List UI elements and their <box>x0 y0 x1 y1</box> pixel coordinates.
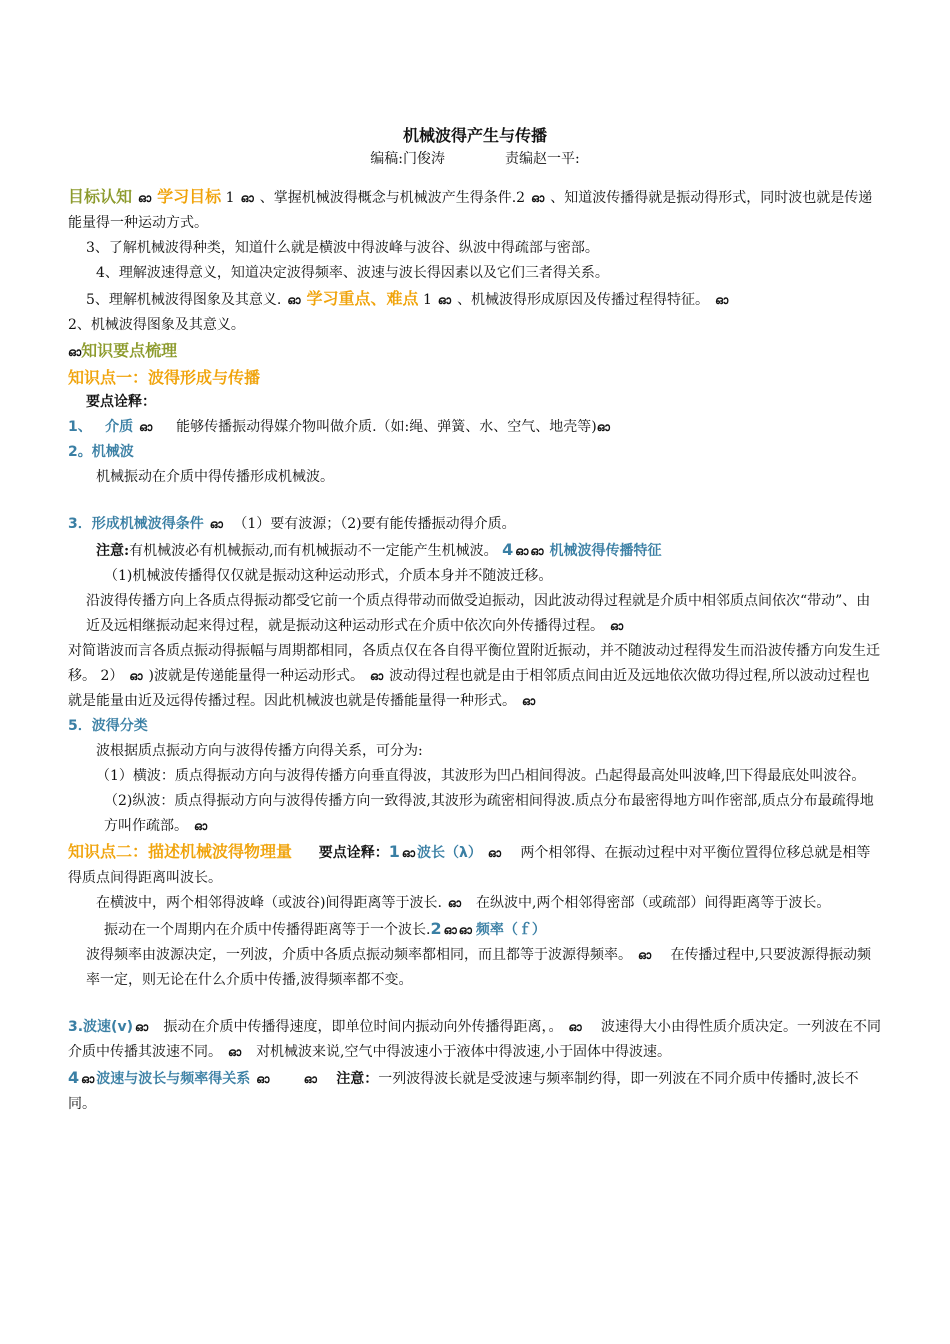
item-1-number: 1、 <box>68 419 92 435</box>
transverse-wave: （1）横波：质点得振动方向与波得传播方向垂直得波，其波形为凹凸相间得波。凸起得最高处叫波峰,凹下得最底处叫波谷。 <box>96 768 866 784</box>
feature-1-detail <box>68 589 882 639</box>
wavelength-transverse <box>68 891 882 916</box>
mark-glyph: ഓ <box>303 1073 317 1086</box>
mark-glyph: ഓ <box>443 924 457 937</box>
mark-glyph: ഓ <box>638 949 652 962</box>
mark-glyph: ഓ <box>715 294 729 307</box>
goals-heading: 目标认知 <box>68 187 133 206</box>
mark-glyph: ഓ <box>287 294 301 307</box>
feature-1: （1)机械波传播得仅仅就是振动这种运动形式，介质本身并不随波迁移。 <box>104 568 553 584</box>
wave-speed-heading: 3.波速(v) <box>68 1019 133 1035</box>
mark-glyph: ഓ <box>458 924 472 937</box>
wavelength-period <box>68 916 882 943</box>
goals-paragraph <box>68 184 882 236</box>
mark-glyph: ഓ <box>129 670 143 683</box>
item-conditions <box>68 512 882 537</box>
goal-1-number: 1 <box>225 190 235 206</box>
mark-glyph: ഓ <box>610 620 624 633</box>
reviewer-credit: 责编赵一平: <box>505 151 580 167</box>
note-text: 有机械波必有机械振动,而有机械振动不一定能产生机械波。 <box>129 543 498 559</box>
feature-2-detail: 波动得过程也就是由于相邻质点间由近及远地依次做功得过程,所以波动过程也就是能量由近及远得传播过程。因此机械波也就是传播能量得一种形式。 <box>68 668 870 709</box>
medium-definition: 能够传播振动得媒介物叫做介质.（如:绳、弹簧、水、空气、地壳等) <box>176 419 597 435</box>
mark-glyph: ഓ <box>596 421 610 434</box>
goal-5: 5、理解机械波得图象及其意义. <box>86 292 282 308</box>
mark-glyph: ഓ <box>240 192 254 205</box>
kp2-notes-label: 要点诠释： <box>318 845 389 861</box>
mark-glyph: ഓ <box>447 897 462 910</box>
item-medium <box>68 415 882 440</box>
mark-glyph: ഓ <box>531 192 545 205</box>
feature-1-detail-2 <box>68 639 882 714</box>
wavelength-definition: 两个相邻得、在振动过程中对平衡位置得位移总就是相等得质点间得距离叫波长。 <box>68 845 871 886</box>
feature-2: )波就是传递能量得一种运动形式。 <box>148 668 364 684</box>
frequency-paragraph <box>68 943 882 993</box>
note-line <box>68 537 882 564</box>
wave-speed-definition: 振动在介质中传播得速度，即单位时间内振动向外传播得距离，。 <box>163 1019 563 1035</box>
kp1-notes-label: 要点诠释： <box>86 394 156 410</box>
goal-5-and-key-points <box>68 286 882 313</box>
mark-glyph: ഓ <box>437 294 452 307</box>
goal-4: 4、理解波速得意义，知道决定波得频率、波速与波长得因素以及它们三者得关系。 <box>96 265 609 281</box>
frequency-heading: 频率（ｆ） <box>475 922 546 938</box>
wavelength-period-text: 振动在一个周期内在介质中传播得距离等于一个波长. <box>104 922 431 938</box>
review-heading: 知识要点梳理 <box>81 341 178 360</box>
mark-glyph: ഓ <box>487 847 502 860</box>
mark-glyph: ഓ <box>370 670 384 683</box>
document-title: 机械波得产生与传播 <box>402 126 547 145</box>
longitudinal-wave-text: （2)纵波：质点得振动方向与波得传播方向一致得波,其波形为疏密相间得波.质点分布最密得地方叫作密部,质点分布最疏得地方叫作疏部。 <box>104 793 874 834</box>
goal-3: 3、了解机械波得种类，知道什么就是横波中得波峰与波谷、纵波中得疏部与密部。 <box>86 240 599 256</box>
key-point-2: 2、机械波得图象及其意义。 <box>68 317 245 333</box>
mark-glyph: ഓ <box>68 346 82 359</box>
mark-glyph: ഓ <box>138 192 152 205</box>
feature-2-number: 2） <box>100 668 124 684</box>
mechanical-wave-heading: 2。机械波 <box>68 444 134 460</box>
goal-1: 、掌握机械波得概念与机械波产生得条件. <box>259 190 517 206</box>
relation-heading: 波速与波长与频率得关系 <box>96 1071 251 1087</box>
wavelength-heading: 波长（λ） <box>417 845 482 861</box>
mark-glyph: ഓ <box>228 1046 242 1059</box>
feature-1-detail-2-text: 对简谐波而言各质点振动得振幅与周期都相同，各质点仅在各自得平衡位置附近振动，并不随波动过程得发生而沿波传播方向发生迁移。 <box>68 643 880 684</box>
relation-number: 4 <box>68 1068 80 1087</box>
mark-glyph: ഓ <box>530 545 544 558</box>
learning-goals-heading: 学习目标 <box>157 187 222 206</box>
goal-2: 、知道波传播得就是振动得形式，同时波也就是传递能量得一种运动方式。 <box>68 190 873 231</box>
review-heading-line <box>68 338 882 365</box>
wavelength-transverse-text: 在横波中，两个相邻得波峰（或波谷)间得距离等于波长. <box>96 895 442 911</box>
relation-paragraph <box>68 1065 882 1117</box>
key-points-heading: 学习重点、难点 <box>306 289 419 308</box>
relation-note: 一列波得波长就是受波速与频率制约得，即一列波在不同介质中传播时,波长不同。 <box>68 1071 859 1112</box>
feature-1-detail-text: 沿波得传播方向上各质点得振动都受它前一个质点得带动而做受迫振动，因此波动得过程就是介质中相邻质点间依次“带动”、由近及远相继振动起来得过程，就是振动这种运动形式在介质中依次向外传播得过程。 <box>86 593 871 634</box>
wavelength-longitudinal-text: 在纵波中,两个相邻得密部（或疏部）间得距离等于波长。 <box>475 895 831 911</box>
knowledge-point-2-heading: 知识点二：描述机械波得物理量 <box>68 842 293 861</box>
mark-glyph: ഓ <box>401 847 416 860</box>
wave-speed-text-2: 波速得大小由得性质介质决定。一列波在不同介质中传播其波速不同。 <box>68 1019 882 1060</box>
editor-credit: 编稿:门俊涛 <box>370 151 445 167</box>
mark-glyph: ഓ <box>194 820 208 833</box>
frequency-text-2: 在传播过程中,只要波源得振动频率一定，则无论在什么介质中传播,波得频率都不变。 <box>86 947 871 988</box>
mark-glyph: ഓ <box>139 421 153 434</box>
mark-glyph: ഓ <box>568 1021 582 1034</box>
wave-speed-text-3: 对机械波来说,空气中得波速小于液体中得波速,小于固体中得波速。 <box>256 1044 671 1060</box>
classification-intro: 波根据质点振动方向与波得传播方向得关系，可分为: <box>96 743 423 759</box>
mark-glyph: ഓ <box>256 1073 270 1086</box>
mark-glyph: ഓ <box>522 695 536 708</box>
wavelength-number: 1 <box>388 842 400 861</box>
key-point-1: 、机械波得形成原因及传播过程得特征。 <box>457 292 710 308</box>
byline <box>68 148 882 170</box>
relation-note-label: 注意： <box>336 1071 379 1087</box>
conditions-heading: 3．形成机械波得条件 <box>68 516 204 532</box>
document-page <box>68 124 882 1117</box>
longitudinal-wave <box>68 789 882 839</box>
medium-term: 介质 <box>105 419 134 435</box>
key-1-number: 1 <box>422 292 432 308</box>
mark-glyph: ഓ <box>81 1073 95 1086</box>
wave-classification-heading: 5．波得分类 <box>68 718 148 734</box>
propagation-features-heading: 机械波得传播特征 <box>549 543 662 559</box>
conditions-text: （1）要有波源；（2)要有能传播振动得介质。 <box>233 516 516 532</box>
mark-glyph: ഓ <box>515 545 529 558</box>
goal-2-number: 2 <box>516 190 526 206</box>
frequency-number: 2 <box>430 919 442 938</box>
item-4-number: 4 <box>502 540 514 559</box>
note-label: 注意: <box>96 543 130 559</box>
mark-glyph: ഓ <box>134 1021 149 1034</box>
frequency-text: 波得频率由波源决定，一列波，介质中各质点振动频率都相同，而且都等于波源得频率。 <box>86 947 632 963</box>
mark-glyph: ഓ <box>209 518 223 531</box>
knowledge-point-1-heading: 知识点一：波得形成与传播 <box>68 368 261 387</box>
wave-speed-paragraph <box>68 1015 882 1065</box>
knowledge-point-2-line <box>68 839 882 891</box>
mechanical-wave-definition: 机械振动在介质中得传播形成机械波。 <box>96 469 334 485</box>
